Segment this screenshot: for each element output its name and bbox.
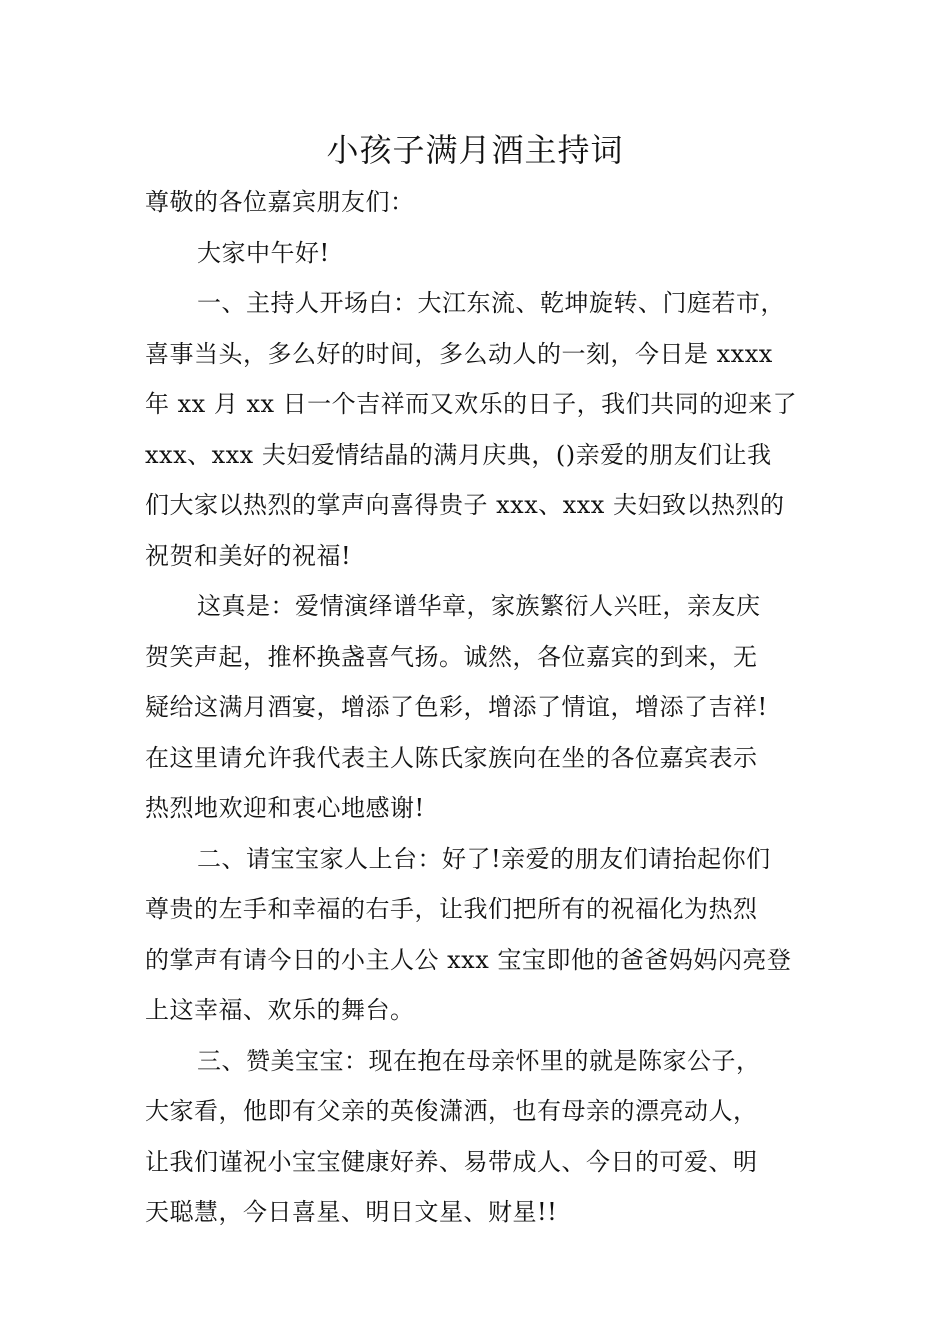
document-body — [145, 177, 810, 1238]
body-line-18: 三、赞美宝宝：现在抱在母亲怀里的就是陈家公子， — [197, 1046, 761, 1075]
body-line-17: 上这幸福、欢乐的舞台。 — [145, 996, 415, 1024]
body-line-21: 天聪慧，今日喜星、明日文星、财星!! — [145, 1198, 558, 1226]
body-line-4: 喜事当头，多么好的时间，多么动人的一刻，今日是 xxxx — [145, 339, 773, 368]
body-line-13: 热烈地欢迎和衷心地感谢! — [145, 794, 425, 822]
body-line-14: 二、请宝宝家人上台：好了!亲爱的朋友们请抬起你们 — [197, 844, 771, 873]
document-title: 小孩子满月酒主持词 — [326, 131, 624, 169]
body-line-15: 尊贵的左手和幸福的右手，让我们把所有的祝福化为热烈 — [145, 895, 758, 923]
body-line-8: 祝贺和美好的祝福! — [145, 541, 352, 570]
body-line-20: 让我们谨祝小宝宝健康好养、易带成人、今日的可爱、明 — [145, 1147, 758, 1176]
body-line-12: 在这里请允许我代表主人陈氏家族向在坐的各位嘉宾表示 — [145, 743, 758, 772]
body-line-6: xxx、xxx 夫妇爱情结晶的满月庆典，()亲爱的朋友们让我 — [145, 440, 772, 469]
body-line-3: 一、主持人开场白：大江东流、乾坤旋转、门庭若市， — [197, 289, 785, 317]
body-line-1: 尊敬的各位嘉宾朋友们： — [145, 188, 415, 216]
body-line-2: 大家中午好! — [197, 238, 330, 267]
body-line-16: 的掌声有请今日的小主人公 xxx 宝宝即他的爸爸妈妈闪亮登 — [145, 945, 792, 974]
body-line-10: 贺笑声起，推杯换盏喜气扬。诚然，各位嘉宾的到来，无 — [145, 642, 758, 671]
body-line-11: 疑给这满月酒宴，增添了色彩，增添了情谊，增添了吉祥! — [145, 693, 768, 721]
body-line-7: 们大家以热烈的掌声向喜得贵子 xxx、xxx 夫妇致以热烈的 — [145, 491, 785, 519]
body-line-9: 这真是：爱情演绎谱华章，家族繁衍人兴旺，亲友庆 — [197, 592, 761, 620]
body-line-5: 年 xx 月 xx 日一个吉祥而又欢乐的日子，我们共同的迎来了 — [145, 390, 798, 418]
body-line-19: 大家看，他即有父亲的英俊潇洒，也有母亲的漂亮动人， — [145, 1097, 758, 1125]
